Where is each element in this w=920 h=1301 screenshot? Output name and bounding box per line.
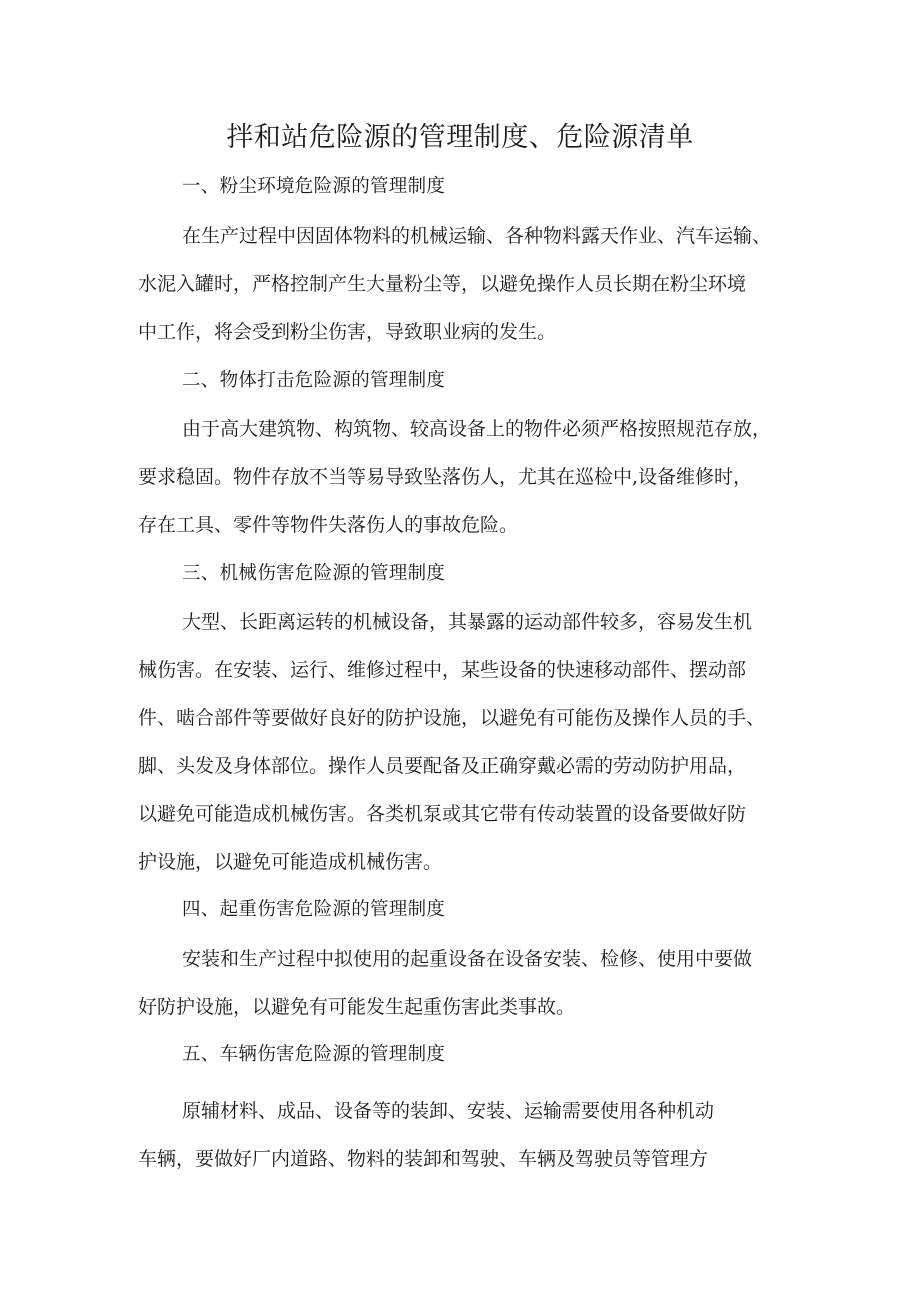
paragraph-line: 件、啮合部件等要做好良好的防护设施，以避免有可能伤及操作人员的手、 — [138, 707, 766, 729]
paragraph-line: 中工作，将会受到粉尘伤害，导致职业病的发生。 — [138, 321, 557, 343]
paragraph-line: 好防护设施，以避免有可能发生起重伤害此类事故。 — [138, 996, 576, 1018]
paragraph-line: 大型、长距离运转的机械设备，其暴露的运动部件较多，容易发生机 — [182, 611, 753, 633]
section-heading-object-strike: 二、物体打击危险源的管理制度 — [182, 370, 446, 391]
paragraph-line: 车辆，要做好厂内道路、物料的装卸和驾驶、车辆及驾驶员等管理方 — [138, 1148, 709, 1170]
paragraph-line: 脚、头发及身体部位。操作人员要配备及正确穿戴必需的劳动防护用品， — [138, 755, 747, 777]
section-heading-lifting: 四、起重伤害危险源的管理制度 — [182, 899, 446, 920]
paragraph-line: 以避免可能造成机械伤害。各类机泵或其它带有传动装置的设备要做好防 — [138, 803, 747, 825]
section-heading-dust: 一、粉尘环境危险源的管理制度 — [182, 176, 446, 197]
paragraph-line: 由于高大建筑物、构筑物、较高设备上的物件必须严格按照规范存放， — [182, 418, 772, 440]
paragraph-line: 原辅材料、成品、设备等的装卸、安装、运输需要使用各种机动 — [182, 1100, 715, 1122]
document-title: 拌和站危险源的管理制度、危险源清单 — [226, 122, 694, 153]
section-heading-mechanical: 三、机械伤害危险源的管理制度 — [182, 563, 446, 584]
paragraph-line: 存在工具、零件等物件失落伤人的事故危险。 — [138, 514, 519, 536]
paragraph-line: 要求稳固。物件存放不当等易导致坠落伤人，尤其在巡检中,设备维修时， — [138, 466, 753, 488]
paragraph-line: 械伤害。在安装、运行、维修过程中，某些设备的快速移动部件、摆动部 — [138, 659, 747, 681]
paragraph-line: 水泥入罐时，严格控制产生大量粉尘等，以避免操作人员长期在粉尘环境 — [138, 273, 747, 295]
paragraph-line: 安装和生产过程中拟使用的起重设备在设备安装、检修、使用中要做 — [182, 948, 753, 970]
paragraph-line: 护设施，以避免可能造成机械伤害。 — [138, 851, 443, 873]
paragraph-line: 在生产过程中因固体物料的机械运输、各种物料露天作业、汽车运输、 — [182, 225, 772, 247]
section-heading-vehicle: 五、车辆伤害危险源的管理制度 — [182, 1044, 446, 1065]
